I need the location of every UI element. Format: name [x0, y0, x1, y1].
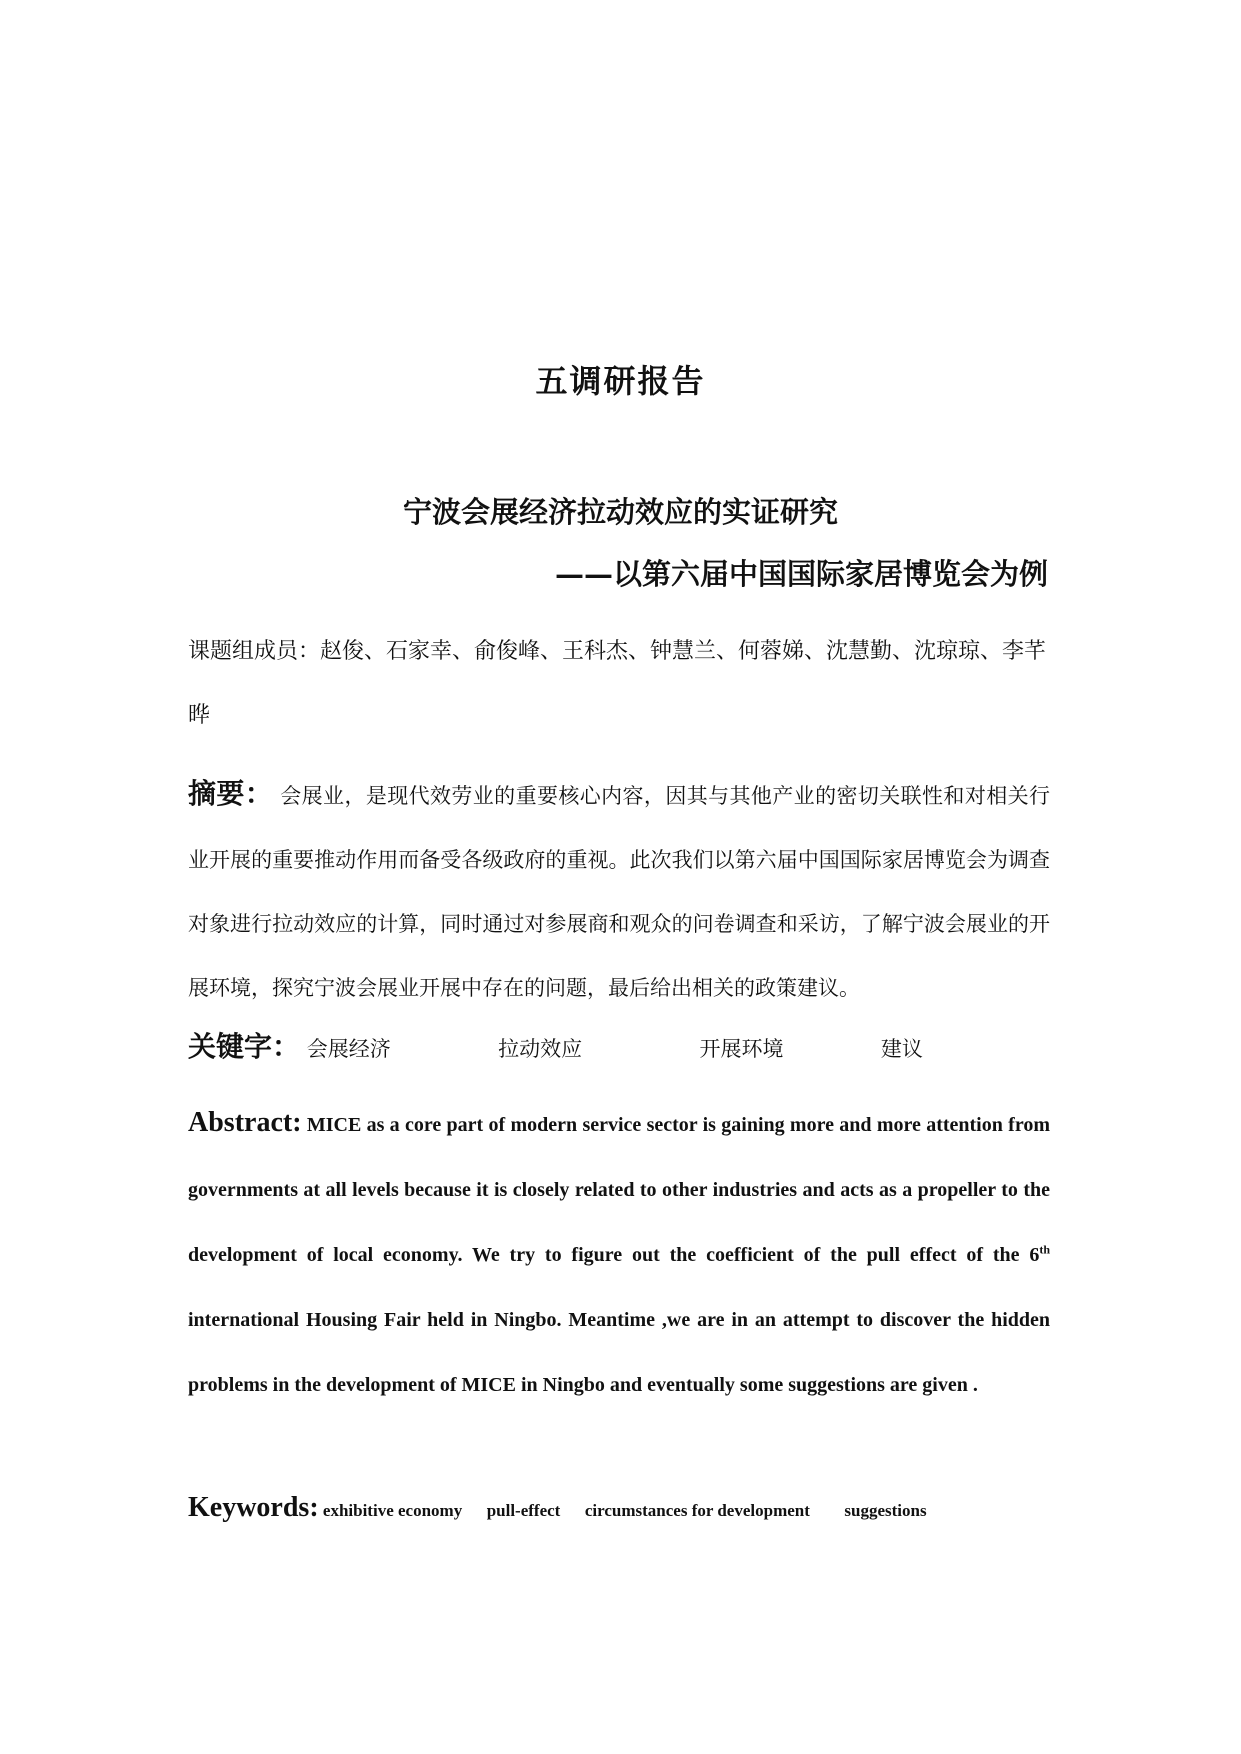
chinese-keyword: 建议 [880, 1037, 923, 1061]
report-title: 五调研报告 [535, 362, 706, 400]
english-keyword: circumstances for development [584, 1501, 810, 1520]
english-keywords-label: Keywords: [188, 1492, 319, 1523]
english-keyword: suggestions [844, 1501, 927, 1520]
chinese-keyword: 拉动效应 [498, 1037, 583, 1061]
chinese-keywords [188, 1025, 1050, 1071]
team-members: 课题组成员：赵俊、石家幸、俞俊峰、王科杰、钟慧兰、何蓉娣、沈慧勤、沈琼琼、李芊晔 [188, 639, 1047, 728]
chinese-keyword: 开展环境 [699, 1037, 784, 1061]
paper-subtitle: ——以第六届中国国际家居博览会为例 [554, 557, 1048, 591]
paper-title: 宁波会展经济拉动效应的实证研究 [402, 495, 838, 529]
chinese-keywords-label: 关键字： [188, 1030, 301, 1063]
english-abstract [188, 1090, 1050, 1418]
english-keyword: exhibitive economy [322, 1501, 463, 1520]
ordinal-superscript: th [1039, 1242, 1050, 1257]
english-abstract-label: Abstract: [188, 1107, 302, 1138]
english-abstract-text-part2: international Housing Fair held in Ningbo. Meantime ,we are in an attempt to discover the hidden problems in the development of MICE in Ningbo and eventually some suggestions are given . [188, 1309, 1050, 1396]
chinese-keyword: 会展经济 [306, 1037, 391, 1061]
chinese-abstract [188, 762, 1050, 1020]
english-abstract-text-part1: MICE as a core part of modern service sector is gaining more and more attention from governments at all levels because it is closely related to other industries and acts as a propeller to the development of local economy. We try to figure out the coefficient of the pull effect of the 6 [188, 1114, 1050, 1266]
chinese-abstract-label: 摘要： [188, 777, 274, 810]
english-keyword: pull-effect [486, 1501, 561, 1520]
english-keywords [188, 1486, 1050, 1533]
chinese-abstract-text: 会展业，是现代效劳业的重要核心内容，因其与其他产业的密切关联性和对相关行业开展的重要推动作用而备受各级政府的重视。此次我们以第六届中国国际家居博览会为调查对象进行拉动效应的计算，同时通过对参展商和观众的问卷调查和采访，了解宁波会展业的开展环境，探究宁波会展业开展中存在的问题，最后给出相关的政策建议。 [188, 784, 1050, 1000]
